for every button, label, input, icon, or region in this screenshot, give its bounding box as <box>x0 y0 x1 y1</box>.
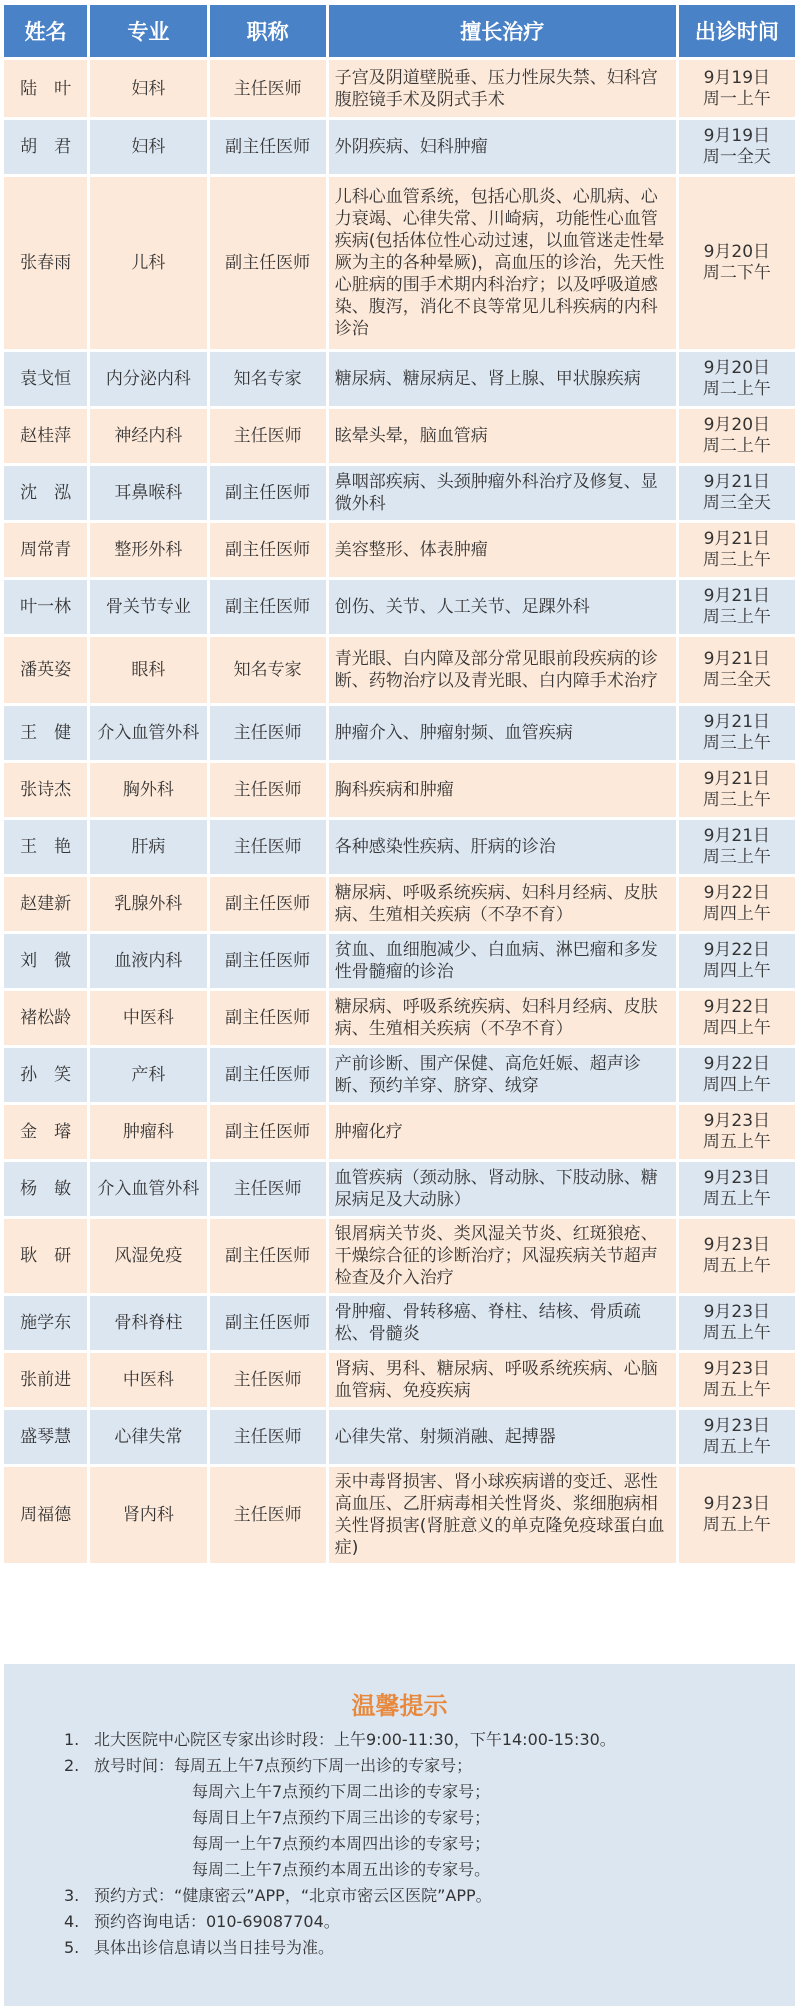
clinic-time <box>679 1410 795 1464</box>
clinic-time <box>679 934 795 988</box>
table-row <box>4 1467 795 1563</box>
doctor-title: 副主任医师 <box>210 1105 326 1159</box>
doctor-name: 耿 研 <box>4 1219 87 1293</box>
doctor-name: 金 璿 <box>4 1105 87 1159</box>
clinic-date: 9月21日 <box>703 586 771 606</box>
clinic-slot: 周三上午 <box>702 550 771 570</box>
doctor-name: 胡 君 <box>4 120 87 174</box>
notice-box <box>4 1664 795 2006</box>
clinic-slot: 周二上午 <box>702 436 771 456</box>
clinic-date: 9月23日 <box>703 1111 771 1131</box>
doctor-title: 副主任医师 <box>210 877 326 931</box>
doctor-specialty: 儿科心血管系统，包括心肌炎、心肌病、心力衰竭、心律失常、川崎病，功能性心血管疾病(包括体位性心动过速，以血管迷走性晕厥为主的各种晕厥)，高血压的诊治，先天性心脏病的围手术期内科治疗；以及呼吸道感染、腹泻，消化不良等常见儿科疾病的内科诊治 <box>329 177 676 349</box>
doctor-name: 张前进 <box>4 1353 87 1407</box>
clinic-date: 9月19日 <box>703 126 771 146</box>
clinic-time <box>679 580 795 634</box>
doctor-specialty: 银屑病关节炎、类风湿关节炎、红斑狼疮、干燥综合征的诊断治疗；风湿疾病关节超声检查及介入治疗 <box>329 1219 676 1293</box>
clinic-date: 9月22日 <box>703 883 771 903</box>
clinic-date: 9月21日 <box>703 769 771 789</box>
table-row <box>4 60 795 117</box>
doctor-title: 副主任医师 <box>210 523 326 577</box>
notice-item-number: 4. <box>64 1912 80 1931</box>
doctor-name: 潘英姿 <box>4 637 87 703</box>
doctor-title: 主任医师 <box>210 706 326 760</box>
clinic-time <box>679 177 795 349</box>
doctor-department: 妇科 <box>90 60 206 117</box>
clinic-time <box>679 1467 795 1563</box>
clinic-date: 9月22日 <box>703 997 771 1017</box>
table-row <box>4 523 795 577</box>
doctor-title: 主任医师 <box>210 1353 326 1407</box>
clinic-slot: 周一全天 <box>702 147 771 167</box>
clinic-slot: 周五上午 <box>702 1132 771 1152</box>
clinic-slot: 周五上午 <box>702 1256 771 1276</box>
clinic-time <box>679 60 795 117</box>
doctor-schedule-table <box>1 2 798 1566</box>
clinic-time <box>679 523 795 577</box>
doctor-specialty: 产前诊断、围产保健、高危妊娠、超声诊断、预约羊穿、脐穿、绒穿 <box>329 1048 676 1102</box>
notice-item-text: 北大医院中心院区专家出诊时段：上午9:00-11:30，下午14:00-15:30。 <box>94 1730 616 1749</box>
doctor-title: 知名专家 <box>210 637 326 703</box>
doctor-name: 刘 微 <box>4 934 87 988</box>
clinic-date: 9月21日 <box>703 472 771 492</box>
clinic-time <box>679 820 795 874</box>
doctor-department: 肿瘤科 <box>90 1105 206 1159</box>
table-row <box>4 580 795 634</box>
header-time: 出诊时间 <box>679 5 795 57</box>
notice-item-number: 2. <box>64 1756 80 1775</box>
doctor-department: 肝病 <box>90 820 206 874</box>
doctor-title: 主任医师 <box>210 60 326 117</box>
table-row <box>4 763 795 817</box>
clinic-slot: 周四上午 <box>702 1075 771 1095</box>
clinic-slot: 周五上午 <box>702 1437 771 1457</box>
doctor-title: 副主任医师 <box>210 580 326 634</box>
notice-item <box>64 1779 784 1805</box>
doctor-department: 血液内科 <box>90 934 206 988</box>
clinic-date: 9月22日 <box>703 1054 771 1074</box>
notice-item-text: 放号时间：每周五上午7点预约下周一出诊的专家号； <box>94 1756 473 1775</box>
doctor-title: 主任医师 <box>210 1467 326 1563</box>
clinic-date: 9月23日 <box>703 1235 771 1255</box>
doctor-title: 副主任医师 <box>210 466 326 520</box>
clinic-date: 9月23日 <box>703 1168 771 1188</box>
doctor-department: 胸外科 <box>90 763 206 817</box>
clinic-slot: 周三上午 <box>702 790 771 810</box>
clinic-time <box>679 877 795 931</box>
doctor-title: 副主任医师 <box>210 934 326 988</box>
clinic-slot: 周三上午 <box>702 847 771 867</box>
table-row <box>4 877 795 931</box>
clinic-time <box>679 1048 795 1102</box>
clinic-date: 9月20日 <box>703 415 771 435</box>
clinic-time <box>679 1219 795 1293</box>
doctor-department: 肾内科 <box>90 1467 206 1563</box>
clinic-slot: 周五上午 <box>702 1515 771 1535</box>
notice-item-text: 每周二上午7点预约本周五出诊的专家号。 <box>192 1860 491 1879</box>
clinic-date: 9月23日 <box>703 1416 771 1436</box>
table-row <box>4 1048 795 1102</box>
doctor-department: 骨关节专业 <box>90 580 206 634</box>
doctor-department: 介入血管外科 <box>90 1162 206 1216</box>
clinic-date: 9月23日 <box>703 1494 771 1514</box>
table-row <box>4 1353 795 1407</box>
clinic-date: 9月20日 <box>703 358 771 378</box>
doctor-specialty: 贫血、血细胞减少、白血病、淋巴瘤和多发性骨髓瘤的诊治 <box>329 934 676 988</box>
header-specialty: 擅长治疗 <box>329 5 676 57</box>
clinic-date: 9月21日 <box>703 649 771 669</box>
doctor-name: 赵建新 <box>4 877 87 931</box>
doctor-department: 骨科脊柱 <box>90 1296 206 1350</box>
doctor-name: 施学东 <box>4 1296 87 1350</box>
doctor-title: 主任医师 <box>210 820 326 874</box>
clinic-time <box>679 1162 795 1216</box>
header-name: 姓名 <box>4 5 87 57</box>
clinic-date: 9月21日 <box>703 826 771 846</box>
doctor-name: 孙 笑 <box>4 1048 87 1102</box>
clinic-slot: 周一上午 <box>702 88 771 109</box>
doctor-name: 叶一林 <box>4 580 87 634</box>
header-title: 职称 <box>210 5 326 57</box>
clinic-slot: 周四上午 <box>702 961 771 981</box>
notice-item-text: 每周日上午7点预约下周三出诊的专家号； <box>192 1808 491 1827</box>
doctor-specialty: 胸科疾病和肿瘤 <box>329 763 676 817</box>
table-body <box>4 60 795 1563</box>
doctor-title: 主任医师 <box>210 409 326 463</box>
doctor-name: 王 健 <box>4 706 87 760</box>
doctor-department: 中医科 <box>90 991 206 1045</box>
clinic-slot: 周三全天 <box>702 670 771 690</box>
doctor-name: 周福德 <box>4 1467 87 1563</box>
doctor-department: 中医科 <box>90 1353 206 1407</box>
notice-item <box>64 1909 784 1935</box>
doctor-name: 杨 敏 <box>4 1162 87 1216</box>
doctor-department: 心律失常 <box>90 1410 206 1464</box>
table-row <box>4 1162 795 1216</box>
doctor-department: 产科 <box>90 1048 206 1102</box>
doctor-specialty: 糖尿病、呼吸系统疾病、妇科月经病、皮肤病、生殖相关疾病（不孕不育） <box>329 877 676 931</box>
doctor-title: 副主任医师 <box>210 1219 326 1293</box>
doctor-department: 介入血管外科 <box>90 706 206 760</box>
notice-list <box>64 1727 784 1961</box>
doctor-department: 儿科 <box>90 177 206 349</box>
doctor-name: 袁戈恒 <box>4 352 87 406</box>
clinic-date: 9月23日 <box>703 1359 771 1379</box>
clinic-time <box>679 120 795 174</box>
clinic-date: 9月19日 <box>703 67 771 88</box>
notice-title: 温馨提示 <box>351 1692 448 1720</box>
table-row <box>4 1105 795 1159</box>
header-department: 专业 <box>90 5 206 57</box>
table-row <box>4 637 795 703</box>
notice-item-number: 3. <box>64 1886 80 1905</box>
notice-item <box>64 1831 784 1857</box>
clinic-time <box>679 352 795 406</box>
clinic-slot: 周四上午 <box>702 904 771 924</box>
doctor-name: 陆 叶 <box>4 60 87 117</box>
clinic-date: 9月21日 <box>703 712 771 732</box>
clinic-slot: 周五上午 <box>702 1380 771 1400</box>
doctor-specialty: 创伤、关节、人工关节、足踝外科 <box>329 580 676 634</box>
clinic-slot: 周二上午 <box>702 379 771 399</box>
table-row <box>4 1219 795 1293</box>
doctor-specialty: 外阴疾病、妇科肿瘤 <box>329 120 676 174</box>
clinic-date: 9月20日 <box>703 242 771 262</box>
doctor-title: 主任医师 <box>210 1410 326 1464</box>
notice-item-number: 1. <box>64 1730 80 1749</box>
doctor-specialty: 各种感染性疾病、肝病的诊治 <box>329 820 676 874</box>
doctor-name: 王 艳 <box>4 820 87 874</box>
clinic-slot: 周三上午 <box>702 733 771 753</box>
table-row <box>4 1296 795 1350</box>
table-row <box>4 120 795 174</box>
notice-item <box>64 1727 784 1753</box>
table-row <box>4 706 795 760</box>
clinic-slot: 周五上午 <box>702 1189 771 1209</box>
doctor-specialty: 肿瘤介入、肿瘤射频、血管疾病 <box>329 706 676 760</box>
doctor-title: 副主任医师 <box>210 1048 326 1102</box>
clinic-time <box>679 466 795 520</box>
clinic-date: 9月22日 <box>703 940 771 960</box>
doctor-name: 赵桂萍 <box>4 409 87 463</box>
notice-item-text: 每周一上午7点预约本周四出诊的专家号； <box>192 1834 491 1853</box>
doctor-specialty: 鼻咽部疾病、头颈肿瘤外科治疗及修复、显微外科 <box>329 466 676 520</box>
table-row <box>4 466 795 520</box>
doctor-department: 整形外科 <box>90 523 206 577</box>
doctor-name: 周常青 <box>4 523 87 577</box>
doctor-name: 褚松龄 <box>4 991 87 1045</box>
doctor-department: 内分泌内科 <box>90 352 206 406</box>
notice-item-number: 5. <box>64 1938 80 1957</box>
clinic-time <box>679 763 795 817</box>
doctor-specialty: 心律失常、射频消融、起搏器 <box>329 1410 676 1464</box>
clinic-time <box>679 991 795 1045</box>
doctor-department: 乳腺外科 <box>90 877 206 931</box>
table-row <box>4 820 795 874</box>
notice-item <box>64 1935 784 1961</box>
doctor-title: 主任医师 <box>210 763 326 817</box>
doctor-title: 主任医师 <box>210 1162 326 1216</box>
notice-item <box>64 1857 784 1883</box>
clinic-date: 9月23日 <box>703 1302 771 1322</box>
doctor-department: 妇科 <box>90 120 206 174</box>
doctor-title: 副主任医师 <box>210 1296 326 1350</box>
clinic-time <box>679 1353 795 1407</box>
doctor-title: 知名专家 <box>210 352 326 406</box>
doctor-specialty: 汞中毒肾损害、肾小球疾病谱的变迁、恶性高血压、乙肝病毒相关性肾炎、浆细胞病相关性肾损害(肾脏意义的单克隆免疫球蛋白血症) <box>329 1467 676 1563</box>
doctor-specialty: 糖尿病、糖尿病足、肾上腺、甲状腺疾病 <box>329 352 676 406</box>
notice-item-text: 每周六上午7点预约下周二出诊的专家号； <box>192 1782 491 1801</box>
notice-item-text: 预约咨询电话：010-69087704。 <box>94 1912 340 1931</box>
doctor-title: 副主任医师 <box>210 177 326 349</box>
doctor-specialty: 子宫及阴道壁脱垂、压力性尿失禁、妇科宫腹腔镜手术及阴式手术 <box>329 60 676 117</box>
doctor-specialty: 血管疾病（颈动脉、肾动脉、下肢动脉、糖尿病足及大动脉） <box>329 1162 676 1216</box>
doctor-specialty: 肾病、男科、糖尿病、呼吸系统疾病、心脑血管病、免疫疾病 <box>329 1353 676 1407</box>
doctor-department: 耳鼻喉科 <box>90 466 206 520</box>
doctor-department: 眼科 <box>90 637 206 703</box>
table-row <box>4 1410 795 1464</box>
doctor-specialty: 美容整形、体表肿瘤 <box>329 523 676 577</box>
doctor-specialty: 骨肿瘤、骨转移癌、脊柱、结核、骨质疏松、骨髓炎 <box>329 1296 676 1350</box>
notice-item <box>64 1805 784 1831</box>
table-row <box>4 991 795 1045</box>
doctor-specialty: 糖尿病、呼吸系统疾病、妇科月经病、皮肤病、生殖相关疾病（不孕不育） <box>329 991 676 1045</box>
doctor-department: 神经内科 <box>90 409 206 463</box>
table-row <box>4 352 795 406</box>
notice-item-text: 预约方式：“健康密云”APP，“北京市密云区医院”APP。 <box>94 1886 492 1905</box>
clinic-date: 9月21日 <box>703 529 771 549</box>
notice-item <box>64 1883 784 1909</box>
clinic-time <box>679 1296 795 1350</box>
clinic-slot: 周三全天 <box>702 493 771 513</box>
doctor-name: 盛琴慧 <box>4 1410 87 1464</box>
clinic-time <box>679 706 795 760</box>
clinic-slot: 周四上午 <box>702 1018 771 1038</box>
doctor-department: 风湿免疫 <box>90 1219 206 1293</box>
clinic-time <box>679 1105 795 1159</box>
doctor-title: 副主任医师 <box>210 991 326 1045</box>
notice-item <box>64 1753 784 1779</box>
doctor-specialty: 肿瘤化疗 <box>329 1105 676 1159</box>
doctor-name: 沈 泓 <box>4 466 87 520</box>
doctor-specialty: 青光眼、白内障及部分常见眼前段疾病的诊断、药物治疗以及青光眼、白内障手术治疗 <box>329 637 676 703</box>
clinic-slot: 周三上午 <box>702 607 771 627</box>
doctor-name: 张春雨 <box>4 177 87 349</box>
table-row <box>4 177 795 349</box>
doctor-title: 副主任医师 <box>210 120 326 174</box>
clinic-time <box>679 637 795 703</box>
clinic-slot: 周五上午 <box>702 1323 771 1343</box>
notice-item-text: 具体出诊信息请以当日挂号为准。 <box>94 1938 335 1957</box>
clinic-time <box>679 409 795 463</box>
clinic-slot: 周二下午 <box>702 263 771 283</box>
table-row <box>4 409 795 463</box>
table-row <box>4 934 795 988</box>
doctor-name: 张诗杰 <box>4 763 87 817</box>
doctor-specialty: 眩晕头晕，脑血管病 <box>329 409 676 463</box>
table-header-row <box>4 5 795 57</box>
